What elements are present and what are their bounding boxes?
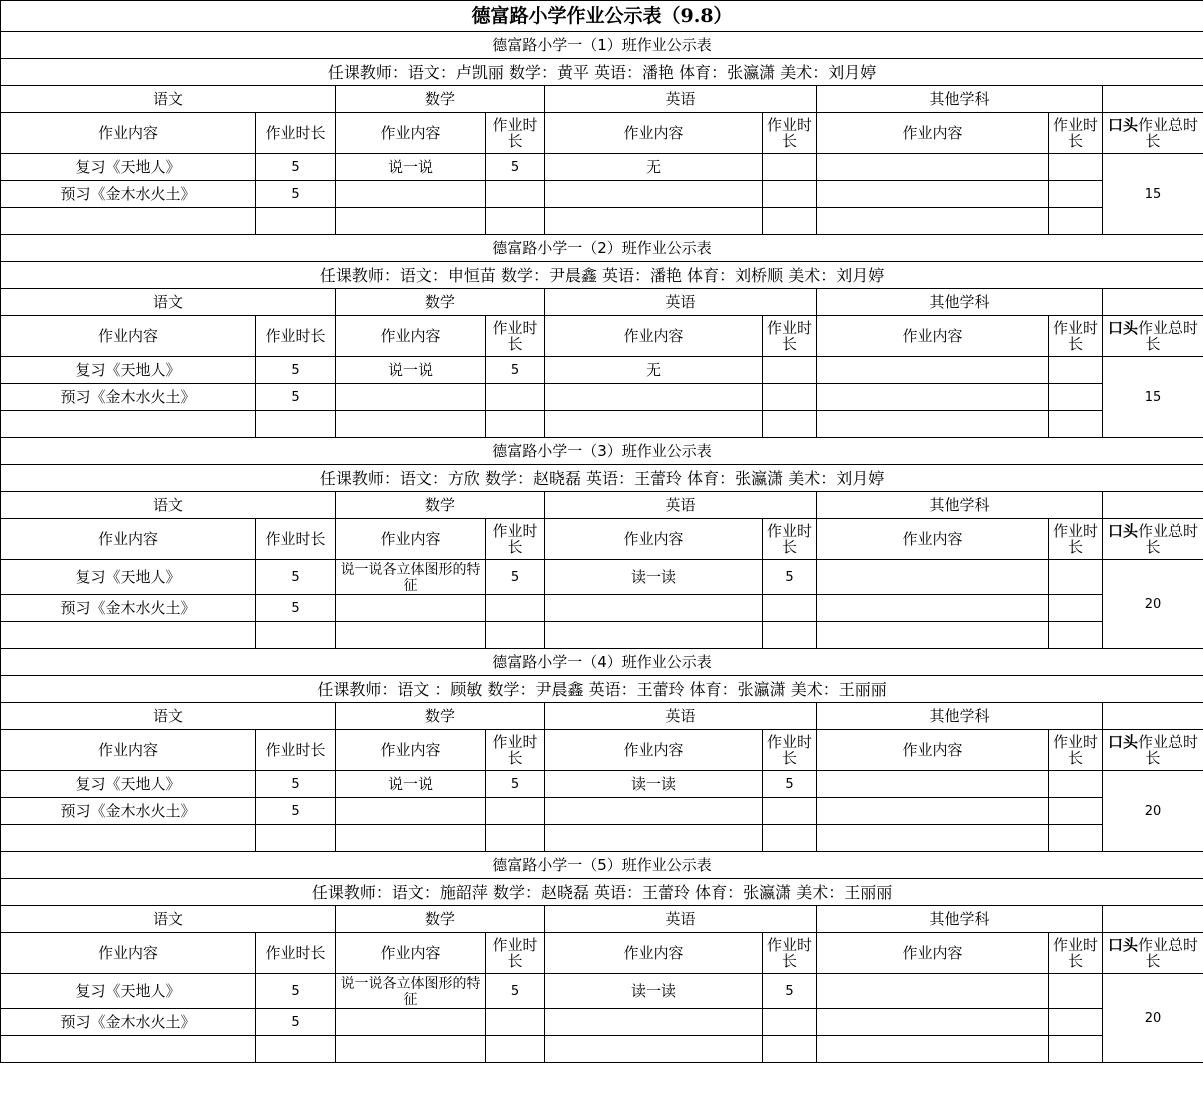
header-oral-total [1103, 316, 1203, 357]
homework-row [1, 974, 1203, 1009]
header-duration: 作业时长 [486, 730, 545, 771]
math-content [336, 1036, 486, 1063]
column-header-row [1, 113, 1203, 154]
class-title-row [1, 235, 1203, 262]
teachers-line: 任课教师：语文：卢凯丽 数学：黄平 英语：潘艳 体育：张瀛潇 美术：刘月婷 [1, 59, 1203, 86]
subject-chinese: 语文 [1, 492, 336, 519]
math-duration [486, 825, 545, 852]
oral-label-bold: 口头 [1108, 319, 1139, 337]
other-duration [1049, 825, 1103, 852]
math-content: 说一说 [336, 357, 486, 384]
oral-label-rest: 作业总时长 [1138, 733, 1199, 767]
math-duration: 5 [486, 974, 545, 1009]
chinese-content: 预习《金木水火土》 [1, 181, 256, 208]
header-oral-total [1103, 933, 1203, 974]
header-content: 作业内容 [545, 316, 763, 357]
column-header-row [1, 519, 1203, 560]
header-duration: 作业时长 [256, 316, 336, 357]
header-duration: 作业时长 [1049, 519, 1103, 560]
oral-label-rest: 作业总时长 [1138, 116, 1199, 150]
other-content [817, 1009, 1049, 1036]
english-content [545, 384, 763, 411]
oral-label-rest: 作业总时长 [1138, 936, 1199, 970]
english-content: 读一读 [545, 974, 763, 1009]
homework-row [1, 411, 1203, 438]
header-oral-total [1103, 519, 1203, 560]
math-content [336, 622, 486, 649]
header-content: 作业内容 [336, 316, 486, 357]
english-duration [763, 181, 817, 208]
chinese-content [1, 208, 256, 235]
header-content: 作业内容 [1, 519, 256, 560]
english-content: 无 [545, 154, 763, 181]
english-content [545, 622, 763, 649]
chinese-duration [256, 208, 336, 235]
other-content [817, 974, 1049, 1009]
chinese-content: 复习《天地人》 [1, 974, 256, 1009]
chinese-duration: 5 [256, 357, 336, 384]
header-content: 作业内容 [1, 316, 256, 357]
english-content: 读一读 [545, 560, 763, 595]
english-duration [763, 595, 817, 622]
header-content: 作业内容 [336, 730, 486, 771]
header-duration: 作业时长 [763, 316, 817, 357]
math-duration: 5 [486, 560, 545, 595]
other-duration [1049, 411, 1103, 438]
header-duration: 作业时长 [486, 933, 545, 974]
subject-other: 其他学科 [817, 492, 1103, 519]
math-duration [486, 1036, 545, 1063]
chinese-content: 预习《金木水火土》 [1, 798, 256, 825]
other-duration [1049, 1009, 1103, 1036]
chinese-duration [256, 1036, 336, 1063]
homework-row [1, 181, 1203, 208]
subject-blank [1103, 703, 1203, 730]
other-content [817, 595, 1049, 622]
chinese-duration: 5 [256, 384, 336, 411]
class-title: 德富路小学一（5）班作业公示表 [1, 852, 1203, 879]
math-content [336, 798, 486, 825]
chinese-content: 复习《天地人》 [1, 357, 256, 384]
other-content [817, 798, 1049, 825]
header-duration: 作业时长 [763, 933, 817, 974]
homework-row [1, 622, 1203, 649]
chinese-duration [256, 622, 336, 649]
header-content: 作业内容 [817, 113, 1049, 154]
subject-other: 其他学科 [817, 906, 1103, 933]
teachers-row [1, 465, 1203, 492]
oral-label-bold: 口头 [1108, 936, 1139, 954]
math-duration [486, 595, 545, 622]
other-content [817, 357, 1049, 384]
english-duration [763, 1009, 817, 1036]
math-content [336, 595, 486, 622]
class-title: 德富路小学一（2）班作业公示表 [1, 235, 1203, 262]
column-header-row [1, 730, 1203, 771]
header-duration: 作业时长 [1049, 113, 1103, 154]
subject-english: 英语 [545, 906, 817, 933]
class-title-row [1, 852, 1203, 879]
math-duration [486, 208, 545, 235]
english-duration [763, 357, 817, 384]
header-content: 作业内容 [336, 933, 486, 974]
homework-row [1, 560, 1203, 595]
other-duration [1049, 154, 1103, 181]
chinese-content: 复习《天地人》 [1, 771, 256, 798]
english-duration: 5 [763, 560, 817, 595]
header-content: 作业内容 [817, 519, 1049, 560]
chinese-duration: 5 [256, 560, 336, 595]
other-content [817, 411, 1049, 438]
other-duration [1049, 595, 1103, 622]
homework-row [1, 154, 1203, 181]
subject-other: 其他学科 [817, 289, 1103, 316]
subject-math: 数学 [336, 492, 545, 519]
other-content [817, 825, 1049, 852]
math-duration: 5 [486, 357, 545, 384]
english-duration [763, 411, 817, 438]
english-content [545, 1036, 763, 1063]
chinese-duration: 5 [256, 595, 336, 622]
chinese-duration [256, 825, 336, 852]
homework-row [1, 357, 1203, 384]
other-duration [1049, 622, 1103, 649]
teachers-row [1, 879, 1203, 906]
math-duration [486, 411, 545, 438]
math-duration: 5 [486, 771, 545, 798]
homework-row [1, 208, 1203, 235]
oral-label-bold: 口头 [1108, 522, 1139, 540]
oral-total-value: 15 [1103, 154, 1203, 235]
english-duration [763, 208, 817, 235]
other-duration [1049, 798, 1103, 825]
header-duration: 作业时长 [763, 519, 817, 560]
homework-row [1, 798, 1203, 825]
teachers-line: 任课教师：语文：方欣 数学：赵晓磊 英语：王蕾玲 体育：张瀛潇 美术：刘月婷 [1, 465, 1203, 492]
header-duration: 作业时长 [486, 519, 545, 560]
subject-blank [1103, 906, 1203, 933]
class-title: 德富路小学一（4）班作业公示表 [1, 649, 1203, 676]
teachers-row [1, 262, 1203, 289]
other-content [817, 622, 1049, 649]
subject-blank [1103, 289, 1203, 316]
math-duration [486, 384, 545, 411]
class-title-row [1, 649, 1203, 676]
english-content [545, 1009, 763, 1036]
header-content: 作业内容 [817, 933, 1049, 974]
subject-other: 其他学科 [817, 703, 1103, 730]
other-duration [1049, 357, 1103, 384]
teachers-line: 任课教师：语文：申恒苗 数学：尹晨鑫 英语：潘艳 体育：刘桥顺 美术：刘月婷 [1, 262, 1203, 289]
other-duration [1049, 771, 1103, 798]
chinese-content: 预习《金木水火土》 [1, 1009, 256, 1036]
header-duration: 作业时长 [763, 730, 817, 771]
subject-math: 数学 [336, 86, 545, 113]
chinese-content: 复习《天地人》 [1, 560, 256, 595]
oral-total-value: 20 [1103, 771, 1203, 852]
other-content [817, 1036, 1049, 1063]
math-duration [486, 622, 545, 649]
other-duration [1049, 384, 1103, 411]
math-content [336, 825, 486, 852]
header-duration: 作业时长 [256, 113, 336, 154]
oral-total-value: 15 [1103, 357, 1203, 438]
other-content [817, 181, 1049, 208]
chinese-content: 预习《金木水火土》 [1, 384, 256, 411]
subject-math: 数学 [336, 703, 545, 730]
header-oral-total [1103, 730, 1203, 771]
english-duration [763, 384, 817, 411]
subject-chinese: 语文 [1, 289, 336, 316]
teachers-line: 任课教师：语文：施韶萍 数学：赵晓磊 英语：王蕾玲 体育：张瀛潇 美术：王丽丽 [1, 879, 1203, 906]
chinese-duration: 5 [256, 974, 336, 1009]
subject-chinese: 语文 [1, 906, 336, 933]
subject-chinese: 语文 [1, 86, 336, 113]
class-title-row [1, 32, 1203, 59]
chinese-duration: 5 [256, 154, 336, 181]
column-header-row [1, 316, 1203, 357]
teachers-row [1, 59, 1203, 86]
chinese-duration: 5 [256, 771, 336, 798]
math-content: 说一说各立体图形的特征 [336, 560, 486, 595]
subject-blank [1103, 86, 1203, 113]
other-content [817, 560, 1049, 595]
header-duration: 作业时长 [486, 316, 545, 357]
chinese-content: 预习《金木水火土》 [1, 595, 256, 622]
subject-english: 英语 [545, 492, 817, 519]
english-content [545, 411, 763, 438]
chinese-duration: 5 [256, 181, 336, 208]
math-content [336, 1009, 486, 1036]
chinese-content [1, 825, 256, 852]
math-duration [486, 1009, 545, 1036]
math-content [336, 384, 486, 411]
oral-total-value: 20 [1103, 560, 1203, 649]
english-duration [763, 622, 817, 649]
subject-english: 英语 [545, 703, 817, 730]
english-content [545, 181, 763, 208]
subject-other: 其他学科 [817, 86, 1103, 113]
oral-label-rest: 作业总时长 [1138, 319, 1199, 353]
header-duration: 作业时长 [256, 519, 336, 560]
header-content: 作业内容 [1, 933, 256, 974]
chinese-duration: 5 [256, 798, 336, 825]
math-content: 说一说 [336, 154, 486, 181]
math-duration [486, 181, 545, 208]
english-content: 读一读 [545, 771, 763, 798]
page-title: 德富路小学作业公示表（9.8） [1, 1, 1203, 32]
homework-row [1, 771, 1203, 798]
other-content [817, 208, 1049, 235]
other-content [817, 384, 1049, 411]
header-duration: 作业时长 [486, 113, 545, 154]
other-duration [1049, 208, 1103, 235]
teachers-row [1, 676, 1203, 703]
english-duration: 5 [763, 974, 817, 1009]
oral-label-rest: 作业总时长 [1138, 522, 1199, 556]
english-duration [763, 1036, 817, 1063]
oral-label-bold: 口头 [1108, 733, 1139, 751]
header-content: 作业内容 [817, 316, 1049, 357]
chinese-duration [256, 411, 336, 438]
chinese-content [1, 411, 256, 438]
header-content: 作业内容 [336, 519, 486, 560]
header-duration: 作业时长 [256, 730, 336, 771]
class-title: 德富路小学一（1）班作业公示表 [1, 32, 1203, 59]
english-content [545, 595, 763, 622]
chinese-content [1, 622, 256, 649]
subject-header-row [1, 492, 1203, 519]
homework-row [1, 595, 1203, 622]
header-content: 作业内容 [336, 113, 486, 154]
subject-header-row [1, 86, 1203, 113]
subject-header-row [1, 289, 1203, 316]
math-content [336, 208, 486, 235]
math-content: 说一说各立体图形的特征 [336, 974, 486, 1009]
subject-blank [1103, 492, 1203, 519]
english-content: 无 [545, 357, 763, 384]
header-content: 作业内容 [545, 113, 763, 154]
class-title: 德富路小学一（3）班作业公示表 [1, 438, 1203, 465]
teachers-line: 任课教师：语文 ：顾敏 数学：尹晨鑫 英语：王蕾玲 体育：张瀛潇 美术：王丽丽 [1, 676, 1203, 703]
chinese-content [1, 1036, 256, 1063]
math-content [336, 181, 486, 208]
class-title-row [1, 438, 1203, 465]
header-content: 作业内容 [545, 730, 763, 771]
subject-header-row [1, 703, 1203, 730]
header-duration: 作业时长 [763, 113, 817, 154]
other-content [817, 154, 1049, 181]
header-oral-total [1103, 113, 1203, 154]
subject-math: 数学 [336, 906, 545, 933]
other-content [817, 771, 1049, 798]
english-duration: 5 [763, 771, 817, 798]
header-content: 作业内容 [545, 519, 763, 560]
subject-math: 数学 [336, 289, 545, 316]
other-duration [1049, 1036, 1103, 1063]
subject-header-row [1, 906, 1203, 933]
header-content: 作业内容 [545, 933, 763, 974]
chinese-duration: 5 [256, 1009, 336, 1036]
other-duration [1049, 560, 1103, 595]
math-duration: 5 [486, 154, 545, 181]
homework-row [1, 384, 1203, 411]
math-duration [486, 798, 545, 825]
subject-english: 英语 [545, 289, 817, 316]
subject-english: 英语 [545, 86, 817, 113]
header-duration: 作业时长 [1049, 730, 1103, 771]
homework-row [1, 825, 1203, 852]
other-duration [1049, 974, 1103, 1009]
math-content [336, 411, 486, 438]
english-content [545, 798, 763, 825]
header-content: 作业内容 [1, 730, 256, 771]
header-duration: 作业时长 [1049, 933, 1103, 974]
english-content [545, 825, 763, 852]
chinese-content: 复习《天地人》 [1, 154, 256, 181]
english-duration [763, 798, 817, 825]
homework-row [1, 1009, 1203, 1036]
header-content: 作业内容 [817, 730, 1049, 771]
oral-total-value: 20 [1103, 974, 1203, 1063]
oral-label-bold: 口头 [1108, 116, 1139, 134]
english-duration [763, 154, 817, 181]
column-header-row [1, 933, 1203, 974]
english-duration [763, 825, 817, 852]
header-duration: 作业时长 [1049, 316, 1103, 357]
subject-chinese: 语文 [1, 703, 336, 730]
header-content: 作业内容 [1, 113, 256, 154]
other-duration [1049, 181, 1103, 208]
english-content [545, 208, 763, 235]
homework-row [1, 1036, 1203, 1063]
header-duration: 作业时长 [256, 933, 336, 974]
math-content: 说一说 [336, 771, 486, 798]
